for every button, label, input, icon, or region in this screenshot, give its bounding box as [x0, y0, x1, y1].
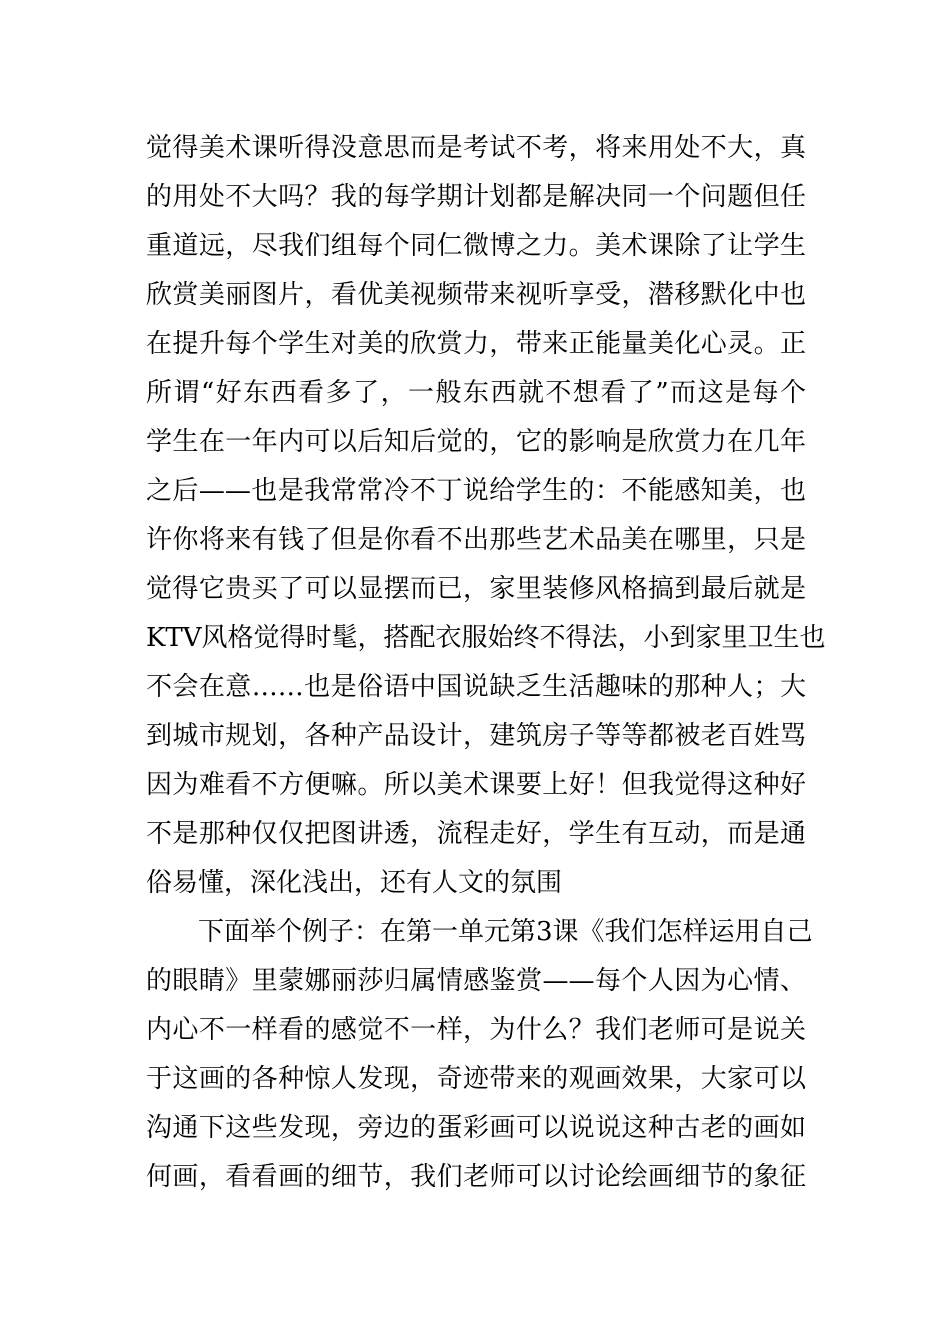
text-line: 觉得美术课听得没意思而是考试不考，将来用处不大，真 — [146, 133, 806, 163]
text-line: 俗易懂，深化浅出，还有人文的氛围 — [146, 868, 563, 898]
body-text — [146, 124, 826, 1202]
text-line: 到城市规划，各种产品设计，建筑房子等等都被老百姓骂 — [146, 721, 806, 751]
text-line: 的眼睛》里蒙娜丽莎归属情感鉴赏——每个人因为心情、 — [146, 966, 806, 996]
text-line: 内心不一样看的感觉不一样，为什么？我们老师可是说关 — [146, 1015, 806, 1045]
paragraph-2 — [146, 908, 813, 1202]
text-line: 在提升每个学生对美的欣赏力，带来正能量美化心灵。正 — [146, 329, 806, 359]
text-line: 沟通下这些发现，旁边的蛋彩画可以说说这种古老的画如 — [146, 1113, 806, 1143]
text-line: 于这画的各种惊人发现，奇迹带来的观画效果，大家可以 — [146, 1064, 806, 1094]
text-line: 不会在意……也是俗语中国说缺乏生活趣味的那种人；大 — [146, 672, 806, 702]
text-line: 的用处不大吗？我的每学期计划都是解决同一个问题但任 — [146, 182, 806, 212]
text-line: 觉得它贵买了可以显摆而已，家里装修风格搞到最后就是 — [146, 574, 806, 604]
text-line: 下面举个例子：在第一单元第3课《我们怎样运用自己 — [198, 917, 813, 947]
text-line: 许你将来有钱了但是你看不出那些艺术品美在哪里，只是 — [146, 525, 806, 555]
text-line: 何画，看看画的细节，我们老师可以讨论绘画细节的象征 — [146, 1162, 806, 1192]
text-line: 重道远，尽我们组每个同仁微博之力。美术课除了让学生 — [146, 231, 806, 261]
text-line: 学生在一年内可以后知后觉的，它的影响是欣赏力在几年 — [146, 427, 806, 457]
text-line: 不是那种仅仅把图讲透，流程走好，学生有互动，而是通 — [146, 819, 806, 849]
text-line: 所谓“好东西看多了，一般东西就不想看了”而这是每个 — [146, 378, 806, 408]
text-line: 之后——也是我常常冷不丁说给学生的：不能感知美，也 — [146, 476, 806, 506]
text-line: 因为难看不方便嘛。所以美术课要上好！但我觉得这种好 — [146, 770, 806, 800]
text-line: 欣赏美丽图片，看优美视频带来视听享受，潜移默化中也 — [146, 280, 806, 310]
text-line: KTV风格觉得时髦，搭配衣服始终不得法，小到家里卫生也 — [146, 623, 826, 653]
paragraph-1 — [146, 124, 826, 908]
